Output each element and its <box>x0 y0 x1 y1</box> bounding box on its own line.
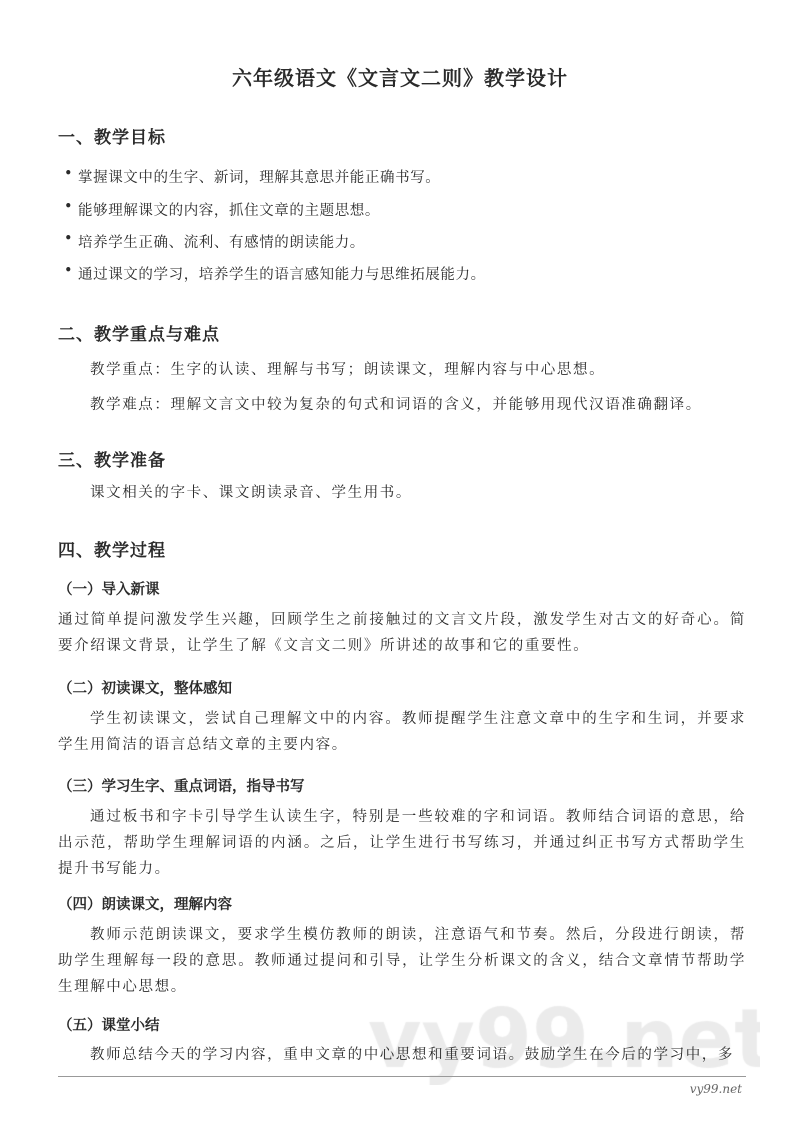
section-heading: 一、教学目标 <box>58 128 166 148</box>
paragraph: 学生初读课文，尝试自己理解文中的内容。教师提醒学生注意文章中的生字和生词，并要求学生用简洁的语言总结文章的主要内容。 <box>58 711 746 753</box>
subsection-heading: （三）学习生字、重点词语，指导书写 <box>58 779 305 795</box>
list-item: • 掌握课文中的生字、新词，理解其意思并能正确书写。 <box>78 166 440 187</box>
subsection-heading: （四）朗读课文，理解内容 <box>58 897 232 913</box>
paragraph: 课文相关的字卡、课文朗读录音、学生用书。 <box>90 485 412 501</box>
paragraph: 教学难点：理解文言文中较为复杂的句式和词语的含义，并能够用现代汉语准确翻译。 <box>90 397 702 413</box>
subsection-heading: （五）课堂小结 <box>58 1018 160 1034</box>
list-item: • 能够理解课文的内容，抓住文章的主题思想。 <box>78 199 380 220</box>
subsection-heading: （一）导入新课 <box>58 582 160 598</box>
footer-divider <box>58 1076 746 1077</box>
paragraph: 教学重点：生字的认读、理解与书写；朗读课文，理解内容与中心思想。 <box>90 362 606 378</box>
section-heading: 三、教学准备 <box>58 451 166 471</box>
list-item: • 培养学生正确、流利、有感情的朗读能力。 <box>78 231 365 252</box>
paragraph: 教师示范朗读课文，要求学生模仿教师的朗读，注意语气和节奏。然后，分段进行朗读，帮助学生理解每一段的意思。教师通过提问和引导，让学生分析课文的含义，结合文章情节帮助学生理解中心思想。 <box>58 927 746 995</box>
paragraph: 教师总结今天的学习内容，重申文章的中心思想和重要词语。鼓励学生在今后的学习中，多 <box>90 1047 734 1063</box>
section-heading: 二、教学重点与难点 <box>58 325 220 345</box>
section-heading: 四、教学过程 <box>58 541 166 561</box>
list-item: • 通过课文的学习，培养学生的语言感知能力与思维拓展能力。 <box>78 263 486 284</box>
footer-site: vy99.net <box>689 1082 742 1096</box>
subsection-heading: （二）初读课文，整体感知 <box>58 681 232 697</box>
document-title: 六年级语文《文言文二则》教学设计 <box>232 66 568 90</box>
paragraph: 通过简单提问激发学生兴趣，回顾学生之前接触过的文言文片段，激发学生对古文的好奇心。简要介绍课文背景，让学生了解《文言文二则》所讲述的故事和它的重要性。 <box>58 612 746 654</box>
paragraph: 通过板书和字卡引导学生认读生字，特别是一些较难的字和词语。教师结合词语的意思，给出示范，帮助学生理解词语的内涵。之后，让学生进行书写练习，并通过纠正书写方式帮助学生提升书写能力。 <box>58 809 746 877</box>
